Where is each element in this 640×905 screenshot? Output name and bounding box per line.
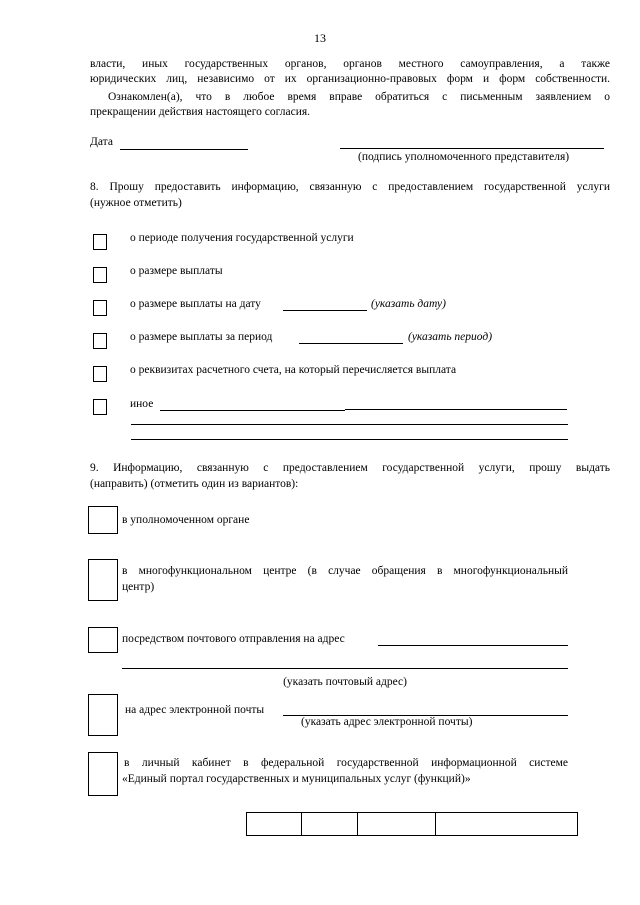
postal-address-input-line-2[interactable] [122, 668, 568, 669]
checkbox-email[interactable] [88, 694, 118, 736]
signature-table-cell-4[interactable] [436, 812, 578, 836]
intro-line-3: Ознакомлен(а), что в любое время вправе обратиться с письменным заявлением о [108, 91, 610, 103]
intro-line-2: юридических лиц, независимо от их организационно-правовых форм и форм собственности. [90, 73, 610, 85]
option-other-label: иное [130, 398, 154, 410]
other-input-line-1b[interactable] [345, 409, 567, 410]
option-mfc-label-line-2: центр) [122, 581, 155, 593]
other-input-line-2[interactable] [131, 424, 568, 425]
postal-address-input[interactable] [378, 645, 568, 646]
payment-period-hint: (указать период) [408, 331, 493, 343]
checkbox-payment-amount[interactable] [93, 267, 107, 283]
signature-table [246, 812, 578, 836]
signature-table-cell-3[interactable] [358, 812, 436, 836]
signature-table-cell-1[interactable] [246, 812, 302, 836]
email-caption: (указать адрес электронной почты) [301, 716, 473, 728]
signature-caption: (подпись уполномоченного представителя) [358, 151, 570, 163]
date-field[interactable] [120, 149, 248, 150]
option-post-label: посредством почтового отправления на адрес [122, 633, 345, 645]
section8-title-line-1: 8. Прошу предоставить информацию, связанную с предоставлением государственной услуги [90, 181, 610, 193]
section9-title-line-2: (направить) (отметить один из вариантов): [90, 478, 299, 490]
signature-table-cell-2[interactable] [302, 812, 358, 836]
date-label: Дата [90, 136, 113, 148]
page-number: 13 [314, 31, 326, 45]
option-payment-for-period-label: о размере выплаты за период [130, 331, 273, 343]
intro-line-4: прекращении действия настоящего согласия. [90, 106, 311, 118]
option-payment-on-date-label: о размере выплаты на дату [130, 298, 261, 310]
checkbox-post[interactable] [88, 627, 118, 653]
option-period-info-label: о периоде получения государственной услуги [130, 232, 354, 244]
checkbox-gosuslugi[interactable] [88, 752, 118, 796]
checkbox-authorized-body[interactable] [88, 506, 118, 534]
section9-title-line-1: 9. Информацию, связанную с предоставлением государственной услуги, прошу выдать [90, 462, 610, 474]
option-authorized-body-label: в уполномоченном органе [122, 514, 250, 526]
checkbox-payment-for-period[interactable] [93, 333, 107, 349]
section8-title-line-2: (нужное отметить) [90, 197, 182, 209]
option-email-label: на адрес электронной почты [125, 704, 265, 716]
payment-date-input[interactable] [283, 310, 367, 311]
other-input-line-1a[interactable] [160, 410, 345, 411]
checkbox-mfc[interactable] [88, 559, 118, 601]
checkbox-other[interactable] [93, 399, 107, 415]
intro-line-1: власти, иных государственных органов, органов местного самоуправления, а также [90, 58, 610, 70]
other-input-line-3[interactable] [131, 439, 568, 440]
checkbox-period-info[interactable] [93, 234, 107, 250]
option-payment-amount-label: о размере выплаты [130, 265, 223, 277]
postal-address-caption: (указать почтовый адрес) [283, 676, 407, 688]
signature-field[interactable] [340, 148, 604, 149]
payment-date-hint: (указать дату) [371, 298, 446, 310]
option-gosuslugi-label-line-1: в личный кабинет в федеральной государственной информационной системе [124, 757, 568, 769]
option-gosuslugi-label-line-2: «Единый портал государственных и муниципальных услуг (функций)» [122, 773, 471, 785]
checkbox-account-details[interactable] [93, 366, 107, 382]
payment-period-input[interactable] [299, 343, 403, 344]
option-mfc-label-line-1: в многофункциональном центре (в случае обращения в многофункциональный [122, 565, 568, 577]
option-account-details-label: о реквизитах расчетного счета, на который перечисляется выплата [130, 364, 457, 376]
checkbox-payment-on-date[interactable] [93, 300, 107, 316]
